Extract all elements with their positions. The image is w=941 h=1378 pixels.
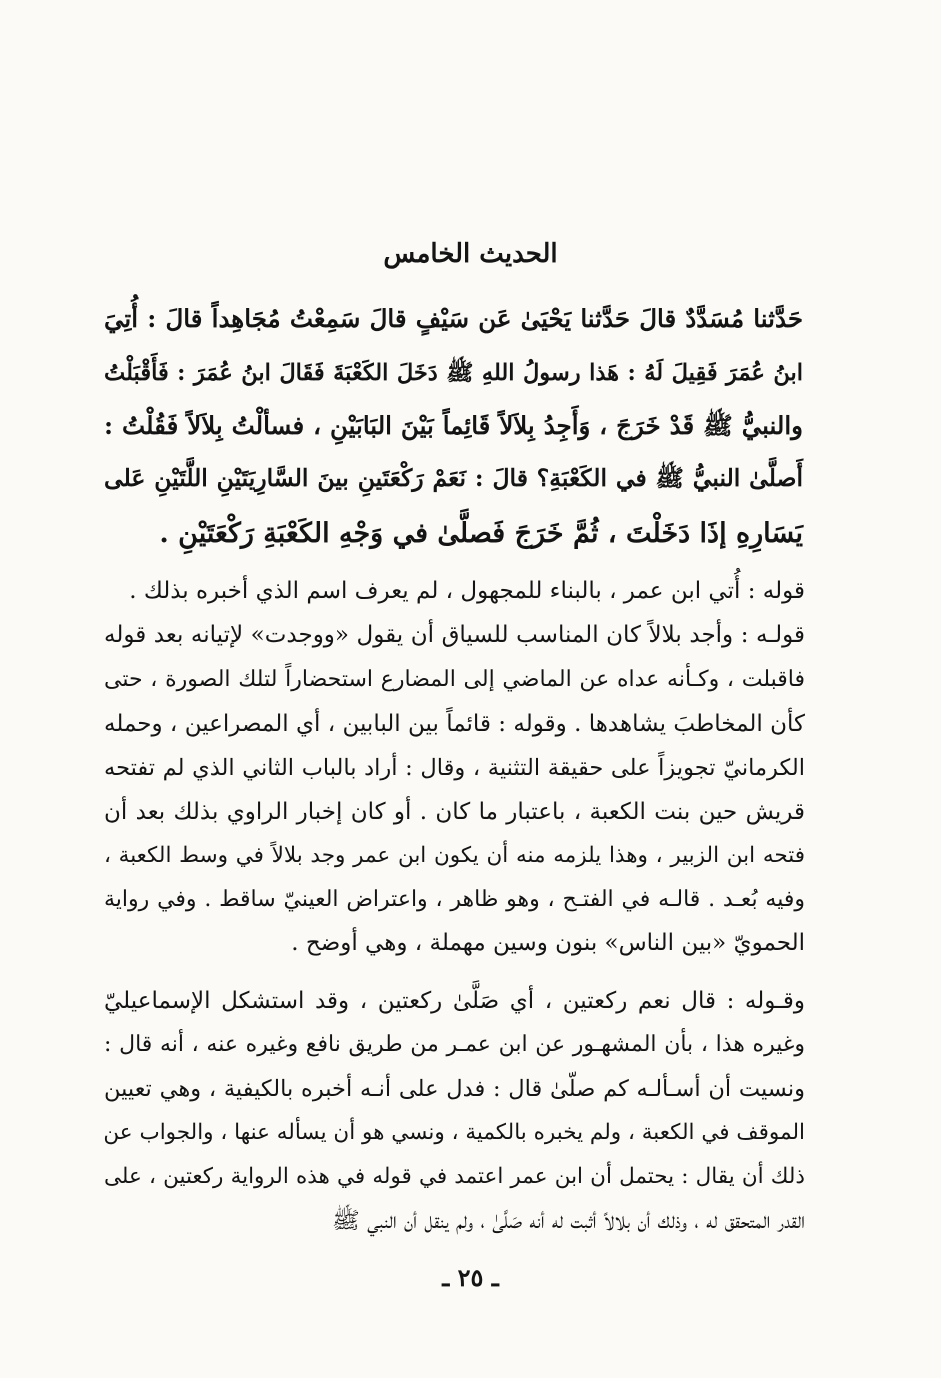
commentary-line: القدر المتحقق له ، وذلك أن بلالاً أثبت له أنه صَلَّىٰ ، ولم ينقل أن النبي ﷺ [331,1208,805,1234]
hadith-line: يَسَارِهِ إذَا دَخَلْتَ ، ثُمَّ خَرَجَ فَصلَّىٰ في وَجْهِ الكَعْبَةِ رَكْعَتَيْنِ . [159,518,803,549]
commentary-line: كأن المخاطبَ يشاهدها . وقوله : قائماً بين البابين ، أي المصراعين ، وحمله [104,711,805,737]
commentary-line: الكرمانيّ تجويزاً على حقيقة التثنية ، وقال : أراد بالباب الثاني الذي لم تفتحه [104,755,805,781]
commentary-line: وقـوله : قال نعم ركعتين ، أي صَلَّىٰ ركعتين ، وقد استشكل الإسماعيليّ [104,988,805,1014]
hadith-line: والنبيُّ ﷺ قَدْ خَرَجَ ، وَأَجِدُ بِلاَلاً قَائِماً بَيْنَ البَابَيْنِ ، فسألْتُ بِلاَلاً فَقُلْتُ : [104,411,803,440]
commentary-line: فاقبلت ، وكـأنه عداه عن الماضي إلى المضارع استحضاراً لتلك الصورة ، حتى [104,667,805,692]
hadith-line: ابنُ عُمَرَ فَقِيلَ لَهُ : هَذا رسولُ اللهِ ﷺ دَخَلَ الكَعْبَةَ فَقَالَ ابنُ عُمَرَ : فَأَقْبَلْتُ [104,360,803,386]
commentary-line: فتحه ابن الزبير ، وهذا يلزمه منه أن يكون ابن عمر وجد بلالاً في وسط الكعبة ، [104,843,805,868]
commentary-line: ونسيت أن أسـألـه كم صلّىٰ قال : فدل على أنـه أخبره بالكيفية ، وهي تعيين [104,1076,805,1102]
page-title: الحديث الخامس [383,239,558,269]
commentary-line: قوله : أُتي ابن عمر ، بالبناء للمجهول ، لم يعرف اسم الذي أخبره بذلك . [129,578,805,604]
hadith-line: حَدَّثنا مُسَدَّدٌ قالَ حَدَّثنا يَحْيَىٰ عَن سَيْفٍ قالَ سَمِعْتُ مُجَاهِداً قالَ : أُتِيَ [104,304,803,333]
commentary-line: وغيره هذا ، بأن المشهـور عن ابن عمـر من طريق نافع وغيره عنه ، أنه قال : [104,1032,805,1057]
commentary-line: وفيه بُعـد . قالـه في الفتـح ، وهو ظاهر ، واعتراض العينيّ ساقط . وفي رواية [104,887,805,912]
commentary-line: ذلك أن يقال : يحتمل أن ابن عمر اعتمد في قوله في هذه الرواية ركعتين ، على [104,1164,805,1189]
commentary-line: الحمويّ «بين الناس» بنون وسين مهملة ، وهي أوضح . [291,930,805,956]
page-number: ـ ٢٥ ـ [442,1263,499,1292]
hadith-line: أَصلَّىٰ النبيُّ ﷺ في الكَعْبَةِ؟ قالَ : نَعَمْ رَكْعَتَينِ بينَ السَّارِيَتَيْنِ اللَّتَيْنِ عَلى [104,464,803,492]
commentary-line: قولـه : وأجد بلالاً كان المناسب للسياق أن يقول «ووجدت» لإتيانه بعد قوله [104,622,805,648]
commentary-line: قريش حين بنت الكعبة ، باعتبار ما كان . أو كان إخبار الراوي بذلك بعد أن [104,799,805,825]
commentary-line: الموقف في الكعبة ، ولم يخبره بالكمية ، ونسي هو أن يسأله عنها ، والجواب عن [103,1120,805,1145]
